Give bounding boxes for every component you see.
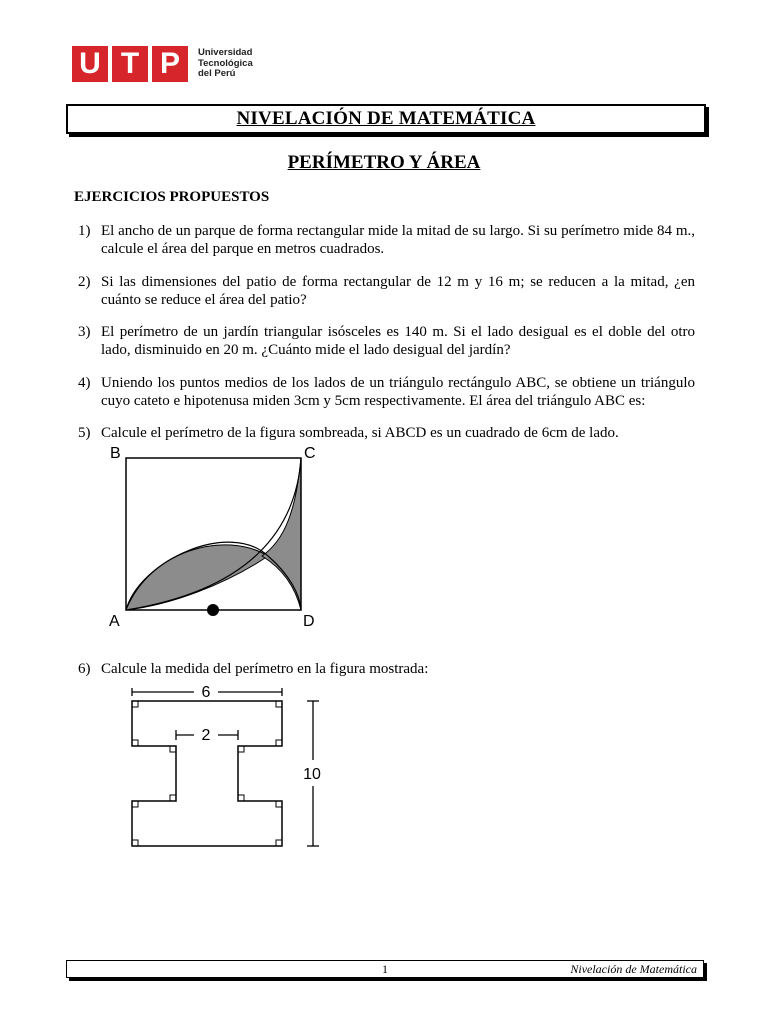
midpoint-dot [207,604,219,616]
exercise-4 [78,374,695,410]
label-b: B [110,445,121,462]
exercise-number: 1) [78,223,91,239]
exercise-number: 6) [78,661,91,677]
exercise-text: Calcule el perímetro de la figura sombreada, si ABCD es un cuadrado de 6cm de lado. [101,425,619,441]
exercise-3 [78,323,695,359]
exercise-text: Si las dimensiones del patio de forma rectangular de 12 m y 16 m; se reducen a la mitad, ¿en cuánto se reduce el área del patio? [101,274,695,308]
exercise-number: 3) [78,324,91,340]
logo-letter-p: P [152,46,188,82]
exercise-text: El ancho de un parque de forma rectangular mide la mitad de su largo. Si su perímetro mide 84 m., calcule el área del parque en metros cuadrados. [101,223,695,257]
exercise-number: 5) [78,425,91,441]
page-number: 1 [382,962,388,976]
right-angle-marks [132,701,282,846]
exercise-5 [78,424,695,442]
logo-university-name [198,48,253,80]
section-heading: EJERCICIOS PROPUESTOS [74,189,270,205]
footer-title: Nivelación de Matemática [570,962,697,976]
exercise-text: Calcule la medida del perímetro en la figura mostrada: [101,661,429,677]
header-banner [66,104,706,134]
exercise-1 [78,222,695,258]
dimension-height-label: 10 [303,766,321,783]
exercise-number: 4) [78,375,91,391]
i-shape-outline [132,701,282,846]
logo-line-3: del Perú [198,68,236,80]
exercise-2 [78,273,695,309]
dimension-width-label: 6 [201,684,211,701]
label-a: A [109,613,120,630]
figure-6-i-shape-diagram [120,676,330,852]
logo-letter-t: T [112,46,148,82]
dimension-inner-label: 2 [201,727,211,744]
logo-line-1: Universidad [198,47,253,59]
banner-title: NIVELACIÓN DE MATEMÁTICA [236,108,536,129]
exercise-text: Uniendo los puntos medios de los lados de un triángulo rectángulo ABC, se obtiene un triángulo cuyo cateto e hipotenusa miden 3cm y 5cm respectivamente. El área del triángulo ABC es: [101,375,695,409]
logo-letter-u: U [72,46,108,82]
page-title: PERÍMETRO Y ÁREA [287,152,481,173]
exercise-number: 2) [78,274,91,290]
utp-logo [72,44,253,84]
label-d: D [303,613,315,630]
exercise-text: El perímetro de un jardín triangular isósceles es 140 m. Si el lado desigual es el doble del otro lado, disminuido en 20 m. ¿Cuánto mide el lado desigual del jardín? [101,324,695,358]
shaded-right-region [262,458,301,610]
page-footer [66,960,704,978]
label-c: C [304,445,316,462]
logo-line-2: Tecnológica [198,57,253,69]
figure-5-square-diagram [104,442,334,632]
